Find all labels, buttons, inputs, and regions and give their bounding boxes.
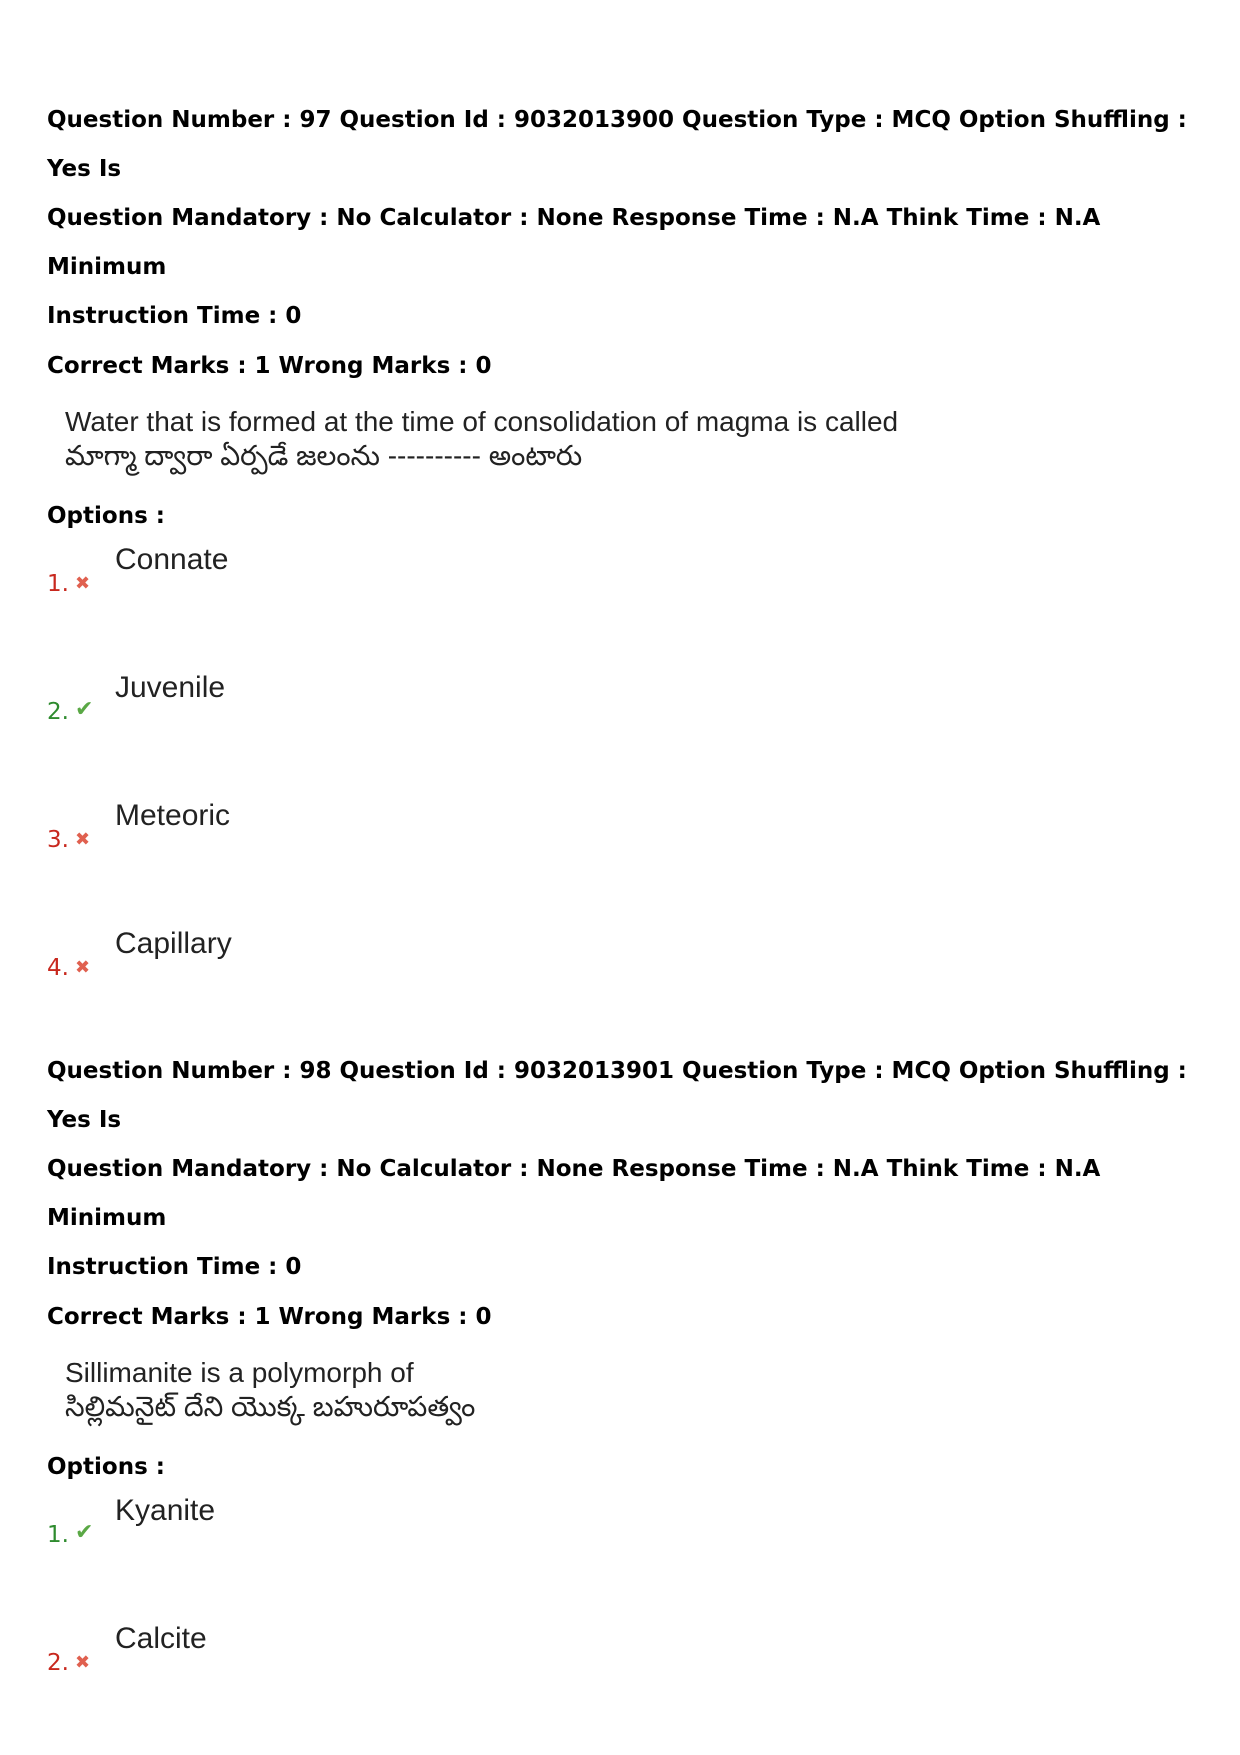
question-98 — [47, 1047, 1207, 1738]
wrong-icon: ✖ — [75, 573, 91, 594]
option-2 — [47, 1610, 1207, 1738]
correct-check-icon: ✔ — [75, 697, 94, 722]
question-97 — [47, 96, 1207, 1043]
options-label: Options : — [47, 1454, 165, 1480]
wrong-icon: ✖ — [75, 1652, 91, 1673]
meta-line-2: Question Mandatory : No Calculator : None Response Time : N.A Think Time : N.A Minimum — [47, 1156, 1101, 1231]
wrong-icon: ✖ — [75, 829, 91, 850]
question-text — [65, 1356, 1207, 1424]
option-number: 1. — [47, 1522, 69, 1548]
meta-line-2: Question Mandatory : No Calculator : None Response Time : N.A Think Time : N.A Minimum — [47, 205, 1101, 280]
meta-line-1: Question Number : 98 Question Id : 9032013901 Question Type : MCQ Option Shuffling : Yes Is — [47, 1058, 1187, 1133]
option-number: 4. — [47, 955, 69, 981]
question-text-english: Water that is formed at the time of consolidation of magma is called — [65, 406, 899, 437]
option-text: Calcite — [115, 1622, 207, 1655]
option-3 — [47, 787, 1207, 915]
meta-line-3: Instruction Time : 0 — [47, 1254, 302, 1280]
question-meta — [47, 96, 1207, 341]
option-1 — [47, 1482, 1207, 1610]
option-number: 3. — [47, 827, 69, 853]
option-2 — [47, 659, 1207, 787]
question-text-telugu: సిల్లిమనైట్ దేని యొక్క బహురూపత్వం — [65, 1391, 476, 1422]
question-text-telugu: మాగ్మా ద్వారా ఏర్పడే జలంను ---------- అంటారు — [65, 440, 583, 471]
option-text: Connate — [115, 543, 229, 576]
option-number: 1. — [47, 571, 69, 597]
option-number: 2. — [47, 1650, 69, 1676]
options-label: Options : — [47, 503, 165, 529]
option-text: Kyanite — [115, 1494, 216, 1527]
question-meta — [47, 1047, 1207, 1292]
option-1 — [47, 531, 1207, 659]
question-text — [65, 405, 1207, 473]
marks-line: Correct Marks : 1 Wrong Marks : 0 — [47, 1304, 492, 1330]
marks-line: Correct Marks : 1 Wrong Marks : 0 — [47, 353, 492, 379]
correct-check-icon: ✔ — [75, 1520, 94, 1545]
options-list — [47, 1482, 1207, 1738]
question-text-english: Sillimanite is a polymorph of — [65, 1357, 414, 1388]
wrong-icon: ✖ — [75, 957, 91, 978]
option-text: Capillary — [115, 927, 232, 960]
option-text: Meteoric — [115, 799, 231, 832]
option-4 — [47, 915, 1207, 1043]
option-number: 2. — [47, 699, 69, 725]
option-text: Juvenile — [115, 671, 226, 704]
meta-line-3: Instruction Time : 0 — [47, 303, 302, 329]
options-list — [47, 531, 1207, 1043]
meta-line-1: Question Number : 97 Question Id : 9032013900 Question Type : MCQ Option Shuffling : Yes Is — [47, 107, 1187, 182]
